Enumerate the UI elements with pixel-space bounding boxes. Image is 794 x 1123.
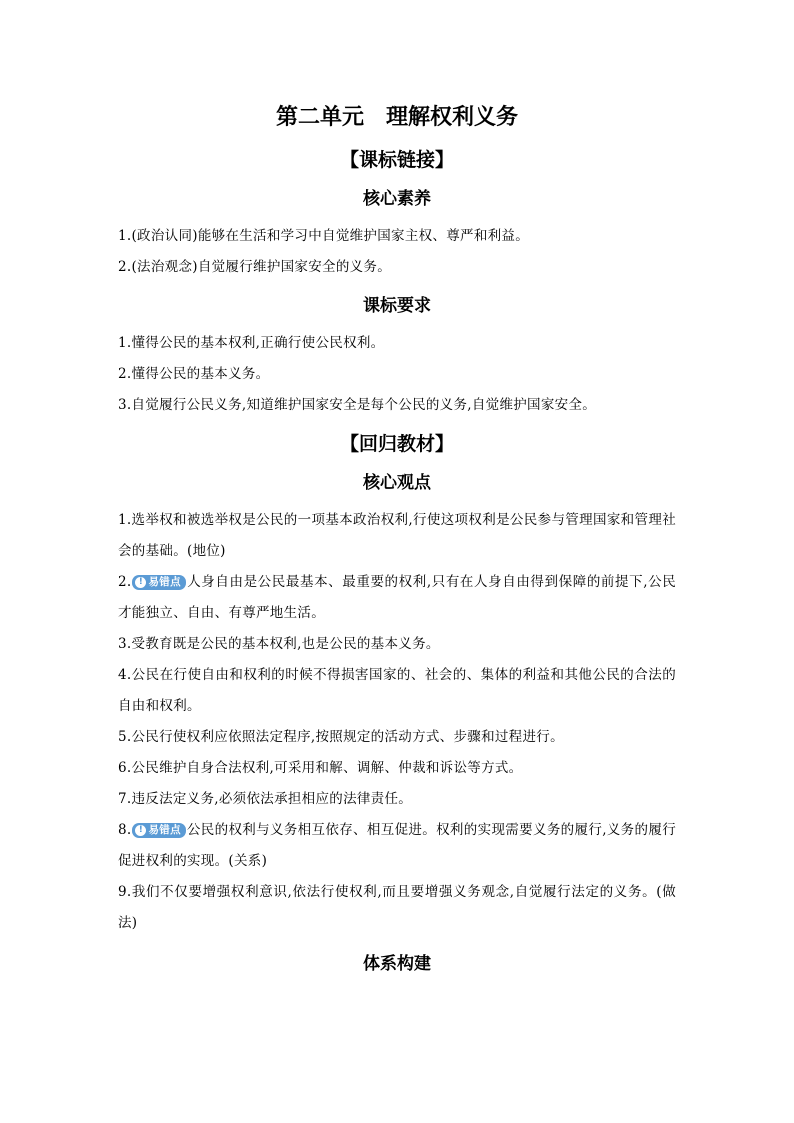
error-prone-badge bbox=[132, 575, 185, 590]
heading-core-literacy: 核心素养 bbox=[363, 189, 431, 209]
view-item-7: 7.违反法定义务,必须依法承担相应的法律责任。 bbox=[118, 791, 413, 807]
view-item-2-text: 人身自由是公民最基本、最重要的权利,只有在人身自由得到保障的前提下,公民才能独立、自由、有尊严地生活。 bbox=[118, 574, 676, 621]
view-item-2-number: 2. bbox=[118, 574, 132, 590]
literacy-item-2: 2.(法治观念)自觉履行维护国家安全的义务。 bbox=[118, 259, 392, 275]
badge-label: 易错点 bbox=[148, 824, 181, 836]
requirement-item-2: 2.懂得公民的基本义务。 bbox=[118, 366, 270, 382]
view-item-3: 3.受教育既是公民的基本权利,也是公民的基本义务。 bbox=[118, 636, 440, 652]
heading-requirements: 课标要求 bbox=[363, 296, 431, 316]
literacy-item-1: 1.(政治认同)能够在生活和学习中自觉维护国家主权、尊严和利益。 bbox=[118, 228, 530, 244]
view-item-6: 6.公民维护自身合法权利,可采用和解、调解、仲裁和诉讼等方式。 bbox=[118, 760, 523, 776]
page-title: 第二单元 理解权利义务 bbox=[275, 104, 518, 130]
requirement-item-3: 3.自觉履行公民义务,知道维护国家安全是每个公民的义务,自觉维护国家安全。 bbox=[118, 397, 597, 413]
error-prone-badge bbox=[132, 823, 185, 838]
heading-system-construction: 体系构建 bbox=[363, 954, 431, 974]
view-item-1: 1.选举权和被选举权是公民的一项基本政治权利,行使这项权利是公民参与管理国家和管理社会的基础。(地位) bbox=[118, 512, 676, 559]
view-item-2 bbox=[118, 567, 676, 629]
view-item-8-text: 公民的权利与义务相互依存、相互促进。权利的实现需要义务的履行,义务的履行促进权利的实现。(关系) bbox=[118, 822, 676, 869]
view-item-9: 9.我们不仅要增强权利意识,依法行使权利,而且要增强义务观念,自觉履行法定的义务。(做法) bbox=[118, 884, 676, 931]
info-icon: ! bbox=[135, 577, 146, 588]
view-item-5: 5.公民行使权利应依照法定程序,按照规定的活动方式、步骤和过程进行。 bbox=[118, 729, 564, 745]
section-heading-curriculum-link: 【课标链接】 bbox=[339, 149, 454, 171]
info-icon: ! bbox=[135, 825, 146, 836]
view-item-8 bbox=[118, 815, 676, 877]
requirement-item-1: 1.懂得公民的基本权利,正确行使公民权利。 bbox=[118, 335, 385, 351]
section-heading-review: 【回归教材】 bbox=[339, 433, 454, 455]
document-page bbox=[118, 100, 676, 986]
view-item-8-number: 8. bbox=[118, 822, 132, 838]
heading-core-views: 核心观点 bbox=[363, 473, 431, 493]
view-item-4: 4.公民在行使自由和权利的时候不得损害国家的、社会的、集体的利益和其他公民的合法的自由和权利。 bbox=[118, 667, 676, 714]
badge-label: 易错点 bbox=[148, 576, 181, 588]
